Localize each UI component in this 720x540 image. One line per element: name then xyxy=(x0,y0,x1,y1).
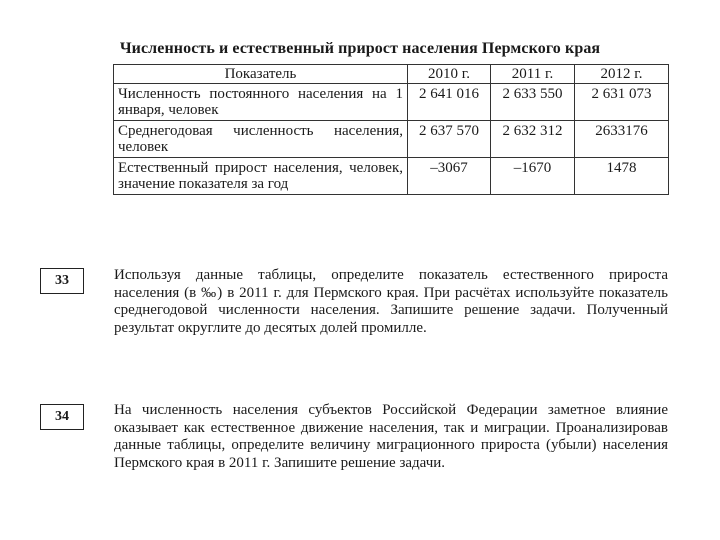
cell-value: 2 633 550 xyxy=(491,84,575,121)
header-2012: 2012 г. xyxy=(575,65,669,84)
population-table xyxy=(113,64,669,195)
page-title: Численность и естественный прирост населения Пермского края xyxy=(119,40,601,57)
cell-value: –3067 xyxy=(408,158,491,195)
cell-value: 2 631 073 xyxy=(575,84,669,121)
task-number-box-33: 33 xyxy=(40,268,84,294)
cell-value: 1478 xyxy=(575,158,669,195)
table-row xyxy=(114,121,669,158)
header-2010: 2010 г. xyxy=(408,65,491,84)
cell-value: 2 632 312 xyxy=(491,121,575,158)
task-number-box-34: 34 xyxy=(40,404,84,430)
cell-value: 2633176 xyxy=(575,121,669,158)
task-text-34 xyxy=(114,402,668,472)
header-indicator: Показатель xyxy=(114,65,408,84)
table-row xyxy=(114,158,669,195)
task-paragraph: Используя данные таблицы, определите показатель естественного прироста населения (в ‰) в 2011 г. для Пермского края. При расчётах используйте показатель среднегодовой численности населения. Запишите решение задачи. Полученный результат округлите до десятых долей промилле. xyxy=(114,267,668,336)
cell-value: –1670 xyxy=(491,158,575,195)
row-label: Среднегодовая численность населения, человек xyxy=(114,121,408,158)
cell-value: 2 641 016 xyxy=(408,84,491,121)
table-header-row xyxy=(114,65,669,84)
table-row xyxy=(114,84,669,121)
task-paragraph: На численность населения субъектов Российской Федерации заметное влияние оказывает как естественное движение населения, так и миграции. Проанализировав данные таблицы, определите величину миграционного прироста (убыли) населения Пермского края в 2011 г. Запишите решение задачи. xyxy=(114,402,668,471)
cell-value: 2 637 570 xyxy=(408,121,491,158)
task-text-33 xyxy=(114,267,668,337)
header-2011: 2011 г. xyxy=(491,65,575,84)
row-label: Естественный прирост населения, человек, значение показателя за год xyxy=(114,158,408,195)
row-label: Численность постоянного населения на 1 января, человек xyxy=(114,84,408,121)
